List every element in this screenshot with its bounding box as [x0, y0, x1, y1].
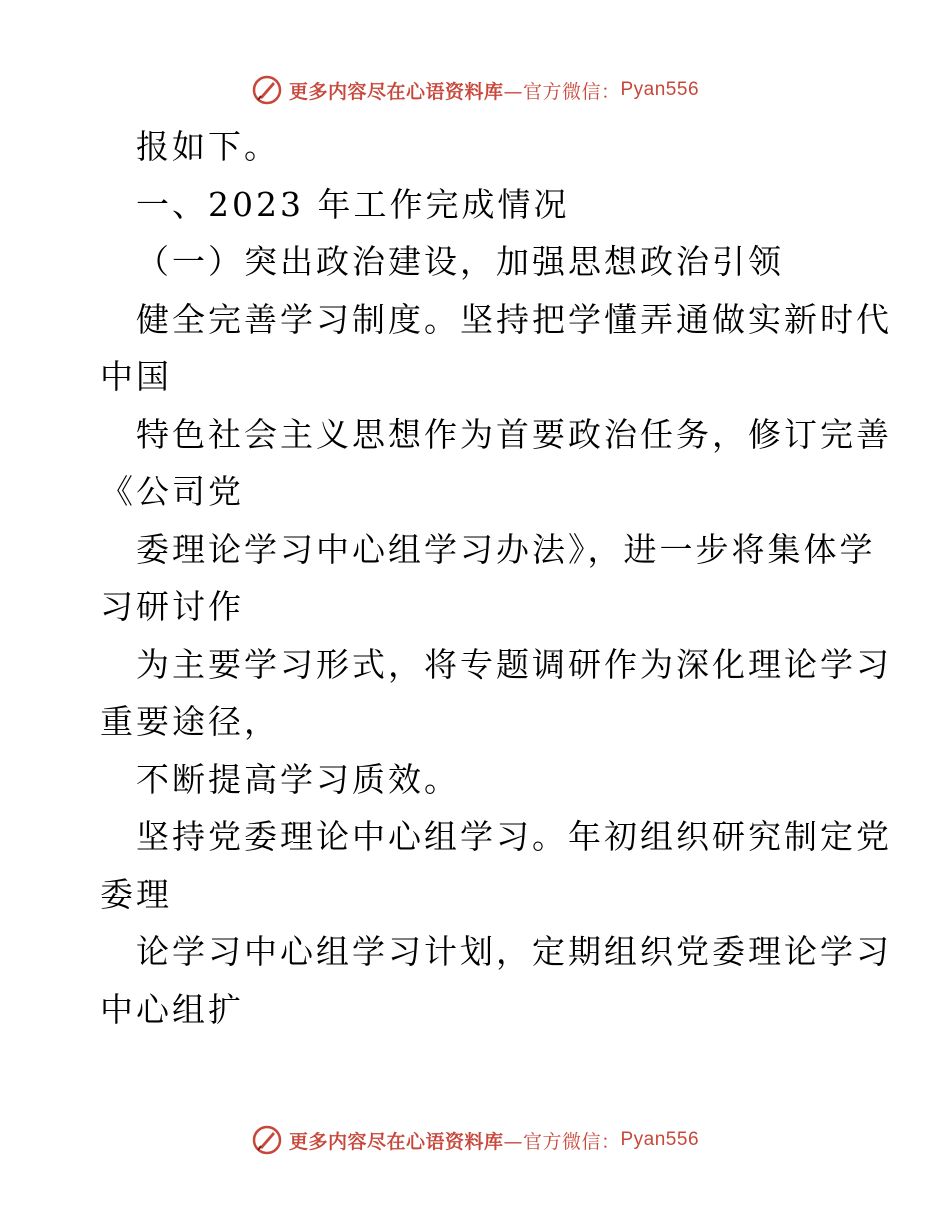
text-line: 坚持党委理论中心组学习。年初组织研究制定党 [136, 817, 892, 856]
watermark-main-text: 更多内容尽在心语资料库 [288, 1130, 504, 1153]
text-line: 健全完善学习制度。坚持把学懂弄通做实新时代 [136, 299, 892, 339]
text-line: 不断提高学习质效。 [136, 759, 460, 799]
watermark-sub-text: —官方微信： [503, 80, 621, 103]
text-line: 《公司党 [100, 472, 244, 511]
text-line: 重要途径， [100, 702, 280, 741]
text-line: 中国 [100, 357, 172, 396]
quill-logo-icon [251, 74, 283, 106]
section-heading: 一、2023 年工作完成情况 [136, 184, 570, 224]
watermark-sub-text: —官方微信： [503, 1130, 621, 1153]
text-line: 委理 [100, 874, 172, 914]
text-line: 委理论学习中心组学习办法》，进一步将集体学 [136, 529, 876, 569]
subsection-heading: （一）突出政治建设，加强思想政治引领 [136, 242, 784, 281]
watermark-wechat-id: Pyan556 [620, 1129, 700, 1150]
watermark-wechat-id: Pyan556 [620, 79, 700, 100]
text-line: 中心组扩 [100, 989, 244, 1029]
watermark-main-text: 更多内容尽在心语资料库 [288, 80, 504, 103]
quill-logo-icon [251, 1124, 283, 1156]
text-line: 论学习中心组学习计划，定期组织党委理论学习 [136, 932, 892, 971]
header-watermark [0, 70, 950, 110]
text-line: 习研讨作 [100, 587, 244, 626]
footer-watermark [0, 1120, 950, 1160]
text-line: 特色社会主义思想作为首要政治任务，修订完善 [136, 414, 892, 454]
text-line: 为主要学习形式，将专题调研作为深化理论学习 [136, 644, 892, 684]
text-line: 报如下。 [136, 127, 280, 166]
document-body [100, 118, 892, 1038]
